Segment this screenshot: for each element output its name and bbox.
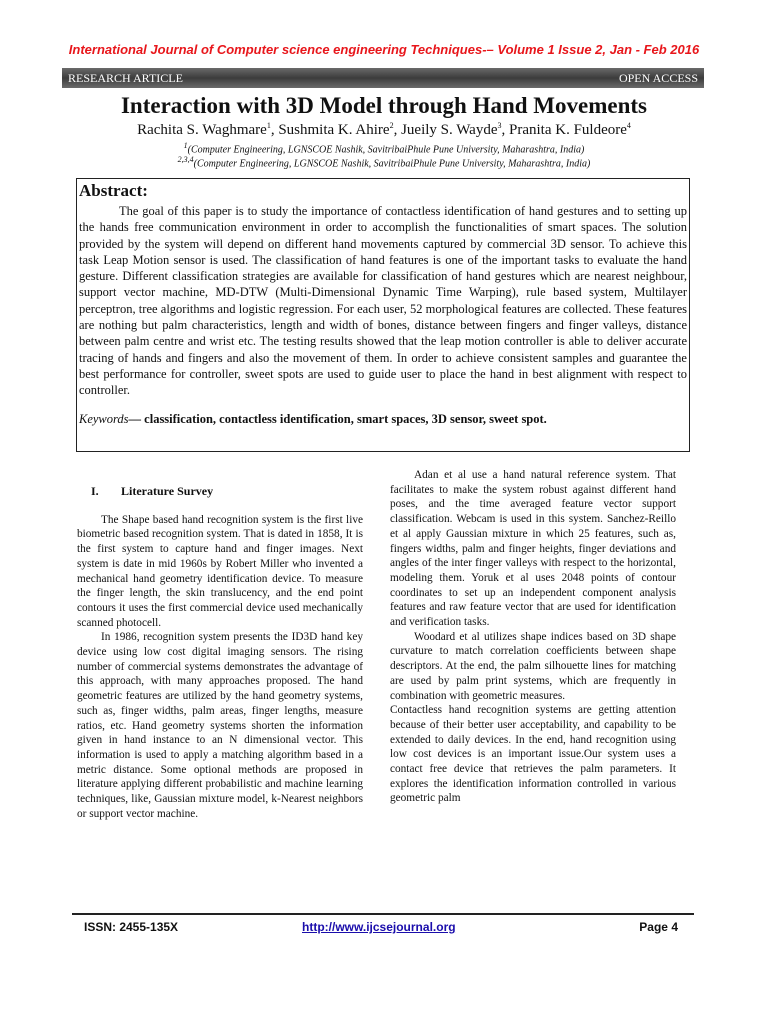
paragraph: Contactless hand recognition systems are getting attention because of their better user acceptability, and capability to be extended to daily devices. In the end, hand recognition using low cost devices is an important issue.Our system uses a contact free device that retrieves the palm parameters. It explores the identification information controlled in various geometric palm [390,704,676,805]
footer-divider [72,913,694,915]
affiliation-text: (Computer Engineering, LGNSCOE Nashik, SavitribaiPhule Pune University, Maharashtra, India) [187,144,585,156]
author-sup: 4 [626,121,631,130]
paragraph: Adan et al use a hand natural reference system. That facilitates to make the system robust against different hand poses, and the time averaged feature vector support classification. Webcam is used in this system. Sanchez-Reillo et al apply Gaussian mixture in which 25 features, such as, fingers widths, palm and finger heights, finger deviations and angles of the inter finger valleys with respect to the horizontal, modeling them. Yoruk et al uses 2048 points of contour coordinates to set up an independent component analysis features and raw feature vector that are used for identification and verification tasks. [390,469,676,629]
article-banner [62,68,704,88]
abstract-heading: Abstract: [79,181,148,200]
open-access-label: OPEN ACCESS [618,71,698,85]
author-name: Rachita S. Waghmare [137,122,267,138]
author-list: Rachita S. Waghmare$^1$, Sushmita K. Ahire$^2$, Jueily S. Wayde$^3$, Pranita K. Fuldeore$^4$ [137,121,631,138]
author-sup: 3 [497,121,502,130]
keywords-text: — classification, contactless identification, smart spaces, 3D sensor, sweet spot. [128,411,547,426]
affiliation [0,155,768,169]
affiliation [0,141,768,155]
affiliation-sup: 1 [183,141,188,150]
author-sup: 2 [389,121,394,130]
paragraph: In 1986, recognition system presents the ID3D hand key device using low cost digital imaging sensors. The rising number of commercial systems demonstrates the advantage of this approach, with many approaches proposed. The hand geometric features are utilized by the hand geometry systems, such as, finger widths, palm areas, finger lengths, measure ratios, etc. Hand geometry systems shorten the information given in hand instance to an N dimensional vector. This information is used to apply a matching algorithm based in a metric distance. Some optional methods are proposed in literature applying different probabilistic and machine learning techniques, like, Gaussian mixture model, k-Nearest neighbors or support vector machine. [77,631,363,820]
page-number: Page 4 [639,920,678,934]
right-column [390,468,676,806]
journal-header: International Journal of Computer science engineering Techniques-– Volume 1 Issue 2, Jan - Feb 2016 [68,42,700,57]
section-title: Literature Survey [121,484,214,498]
article-type-label: RESEARCH ARTICLE [68,71,183,85]
author-name: Pranita K. Fuldeore [509,122,627,138]
paragraph: Woodard et al utilizes shape indices based on 3D shape curvature to match correlation coefficients between shape descriptors. At the end, the palm silhouette lines for matching are used by palm print systems, which are frequently in combination with geometric measures. [390,630,676,702]
left-column [77,468,363,821]
abstract-box [76,178,690,452]
affiliation-text: (Computer Engineering, LGNSCOE Nashik, SavitribaiPhule Pune University, Maharashtra, India) [193,158,591,170]
author-name: Sushmita K. Ahire [278,122,390,138]
issn-label: ISSN: 2455-135X [84,920,179,934]
affiliation-sup: 2,3,4 [177,155,194,164]
author-name: Jueily S. Wayde [401,122,498,138]
section-heading [91,484,363,499]
paper-title: Interaction with 3D Model through Hand Movements [120,93,647,118]
keywords-line [79,412,687,427]
author-sup: 1 [266,121,271,130]
abstract-text: The goal of this paper is to study the importance of contactless identification of hand gestures and to setting up the hands free communication environment in order to accomplish the functionalities of smart spaces. The solution provided by the system will depend on different hand movements captured by commercial 3D sensor. To achieve this task Leap Motion sensor is used. The classification of hand features is one of the important tasks to evaluate the hand gesture. Different classification strategies are available for classification of hand gestures which are nearest neighbour, support vector machine, MD-DTW (Multi-Dimensional Dynamic Time Warping), rule based system, Multilayer perceptron, tree algorithms and logistic regression. For each user, 52 morphological features are collected. These features are nothing but palm characteristics, length and width of bones, distance between fingers and finger valleys, distance between palm centre and wrist etc. The testing results showed that the leap motion controller is able to deliver accurate tracing of hands and fingers and also the movement of them. In order to achieve consistent samples and guarantee the best performance for controller, sweet spots are used to guide user to place the hand in best alignment with respect to controller. [79,204,687,398]
journal-link[interactable]: http://www.ijcsejournal.org [302,920,456,934]
paragraph: The Shape based hand recognition system is the first live biometric based recognition system. That is dated in 1858, It is the first system to capture hand and finger images. Next system is date in mid 1960s by Robert Miller who invented a mechanical hand geometry identification device. To measure the finger length, the skin translucency, and the end point contours it uses the first commercial device used mechanically scanned photocell. [77,513,363,629]
section-number: I. [91,484,99,498]
keywords-label: Keywords [79,411,129,426]
